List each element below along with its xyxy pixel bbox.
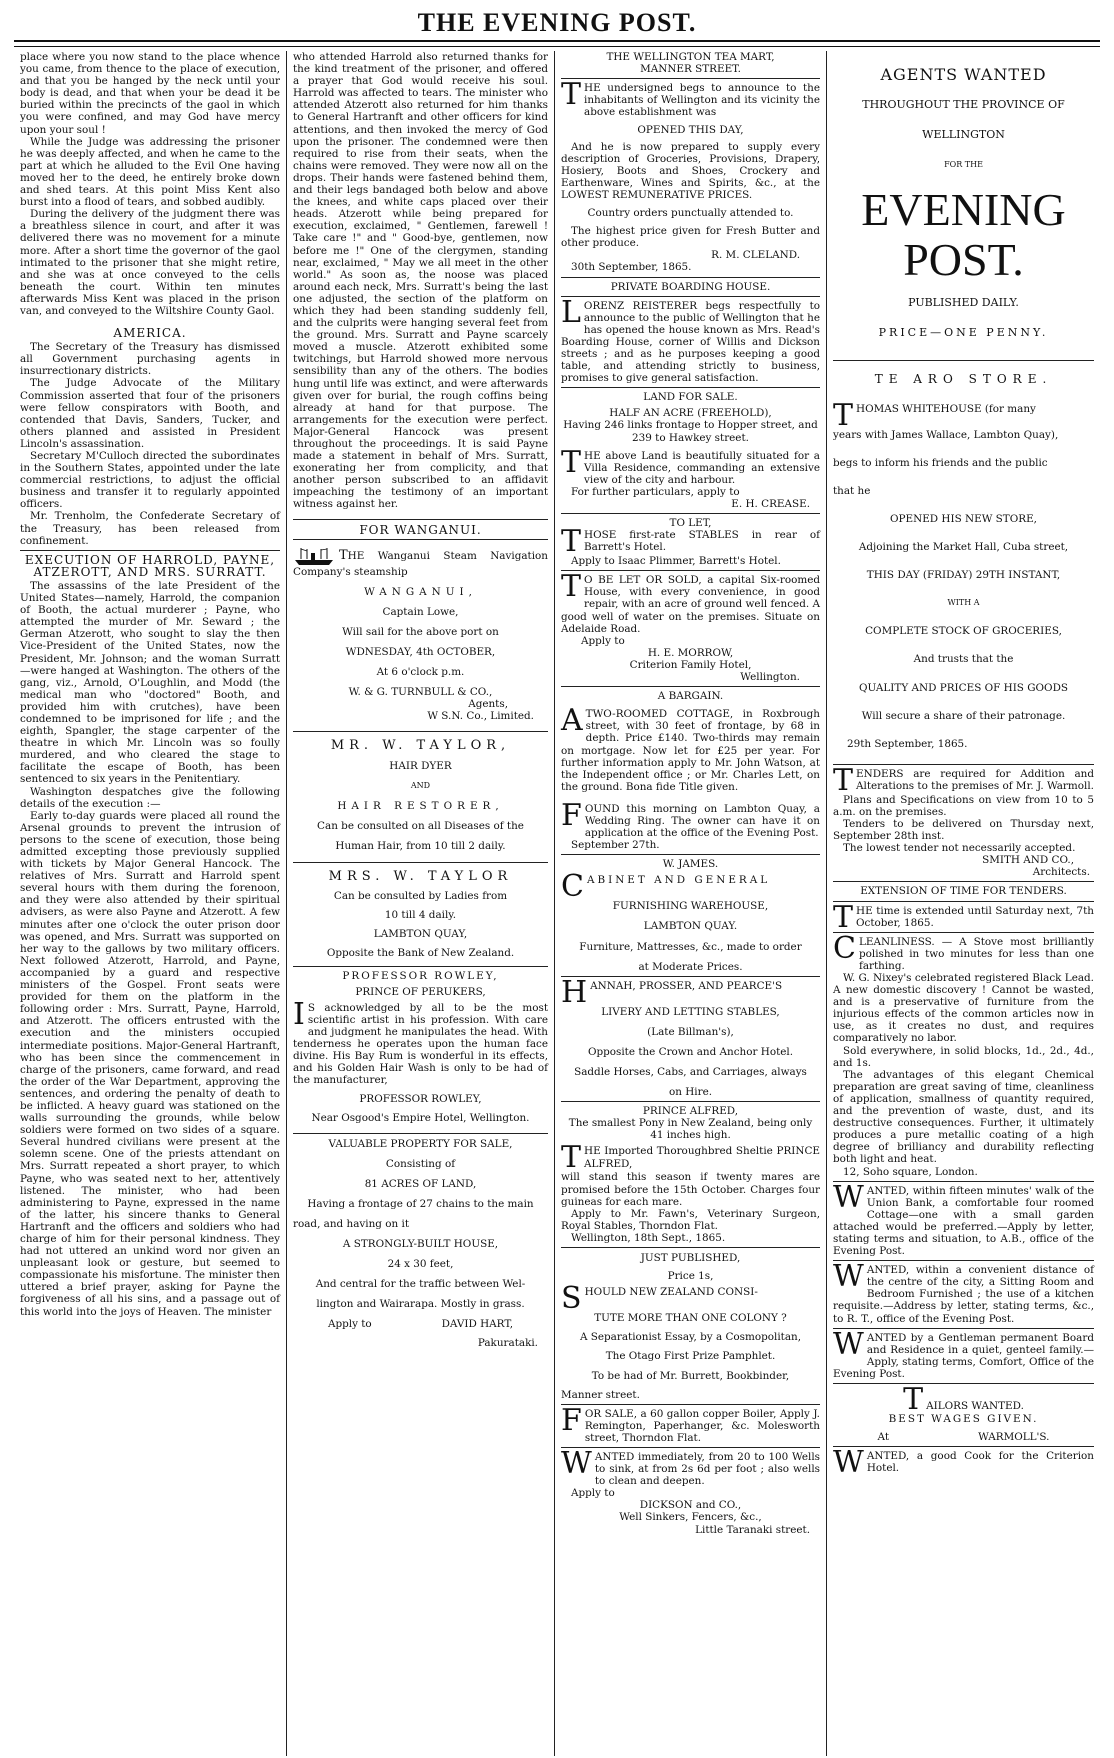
divider <box>833 764 1094 765</box>
article-text: Secretary M'Culloch directed the subordinates in the Southern States, appointed under the late commercial restrictions, to adjust the official business and transfer it to regularly appointed officers. <box>20 450 280 511</box>
land-sale-heading: LAND FOR SALE. <box>643 391 738 404</box>
divider <box>293 1133 548 1134</box>
divider <box>561 1247 820 1248</box>
column-3: THE WELLINGTON TEA MART, MANNER STREET. THE undersigned begs to announce to the inhabitants of Wellington and its vicinity the above establishment was OPENED THIS DAY, And he is now prepared to supply every description of Groceries, Provisions, Drapery, Hosiery, Boots and Shoes, Crockery and Earthenware, Wines and Spirits, &c., at the LOWEST REMUNERATIVE PRICES. Country orders punctually attended to. The highest price given for Fresh Butter and other produce. R. M. CLELAND. 30th September, 1865. PRIVATE BOARDING HOUSE. LORENZ REISTERER begs respectfully to announce to the public of Wellington that he has opened the house known as Mrs. Read's Boarding House, corner of Willis and Dickson streets ; and as he purposes keeping a good table, and attending strictly to business, promises to give general satisfaction. LAND FOR SALE. HALF AN ACRE (FREEHOLD), Having 246 links frontage to Hopper street, and 239 to Hawkey street. THE above Land is beautifully situated for a Villa Residence, commanding an extensive view of the city and harbour. For further particulars, apply to E. H. CREASE. TO LET, THOSE first-rate STABLES in rear of Barrett's Hotel. Apply to Isaac Plimmer, Barrett's Hotel. T O BE LET OR SOLD, a capital Six-roomed House, with every convenience, in good repair, with an acre of ground well fenced. A good well of water on the premises. Situate on Adelaide Road. Apply to H. E. MORROW, Criterion Family Hotel, Wellington. A BARGAIN. ATWO-ROOMED COTTAGE, in Roxbrough street, with 30 feet of frontage, by 68 in depth. Price £140. Two-thirds may remain on mortgage. Now let for £25 per year. For further information apply to Mr. John Watson, at the Independent office ; or Mr. Charles Lett, on the ground. Bona fide Title given. FOUND this morning on Lambton Quay, a Wedding Ring. The owner can have it on application at the office of the Evening Post. September 27th. W. JAMES. CABINET AND GENERAL FURNISHING WAREHOUSE, LAMBTON QUAY. Furniture, Mattresses, &c., made to order at Moderate Prices. HANNAH, PROSSER, AND PEARCE'S LIVERY AND LETTING STABLES, (Late Billman's), Opposite the Crown and Anchor Hotel. Saddle Horses, Cabs, and Carriages, always on Hire. PRINCE ALFRED, The smallest Pony in New Zealand, being only 41 inches high. THE Imported Thoroughbred Sheltie PRINCE ALFRED, will stand this season if twenty mares are promised before the 15th October. Charges four guineas for each mare. Apply to Mr. Fawn's, Veterinary Surgeon, Royal Stables, Thorndon Flat. Wellington, 18th Sept., 1865. JUST PUBLISHED, Price 1s, SHOULD NEW ZEALAND CONSI- TUTE MORE THAN ONE COLONY ? A Separationist Essay, by a Cosmopolitan, The Otago First Prize Pamphlet. To be had of Mr. Burrett, Bookbinder, Manner street. FOR SALE, a 60 gallon copper Boiler, Apply J. Remington, Paperhanger, &c. Molesworth street, Thorndon Flat. WANTED immediately, from 20 to 100 Wells to sink, at from 2s 6d per foot ; also wells to clean and deepen. Apply to DICKSON and CO., Well Sinkers, Fencers, &c., Little Taranaki street. <box>554 51 826 1756</box>
tea-mart-heading: THE WELLINGTON TEA MART, <box>606 51 775 63</box>
divider <box>561 570 820 571</box>
divider <box>561 296 820 297</box>
article-text: The Judge Advocate of the Military Commission asserted that four of the prisoners were fellow conspirators with Booth, and contended that Davis, Sanders, Tucker, and others planned and assisted in President Lincoln's assassination. <box>20 377 280 450</box>
divider <box>833 1383 1094 1384</box>
divider <box>833 1181 1094 1182</box>
article-text: During the delivery of the judgment there was a breathless silence in court, and after it was delivered there was no movement for a minute more. After a short time the governor of the gaol intimated to the prisoner that she might retire, and she was at once conveyed to the cells beneath the court. Within ten minutes afterwards Miss Kent was placed in the prison van, and conveyed to the Wiltshire County Gaol. <box>20 208 280 317</box>
divider <box>561 513 820 514</box>
masthead: THE EVENING POST. <box>417 8 697 37</box>
section-heading-america: AMERICA. <box>113 326 187 341</box>
divider <box>833 932 1094 933</box>
agents-wanted-heading: AGENTS WANTED <box>880 65 1047 84</box>
columns <box>14 51 1100 1756</box>
article-text: place where you now stand to the place whence you came, from thence to the place of execution, and that you be hanged by the neck until your body is dead, and that when your be dead it be buried within the precincts of the gaol in which you were confined, and may God have mercy upon your soul ! <box>20 51 280 136</box>
divider <box>833 881 1094 882</box>
te-aro-heading: TE ARO STORE. <box>874 371 1053 386</box>
divider <box>293 966 548 967</box>
execution-heading: ATZEROTT, AND MRS. SURRATT. <box>33 564 267 579</box>
evening-post-title: EVENING POST. <box>861 184 1066 286</box>
property-heading: VALUABLE PROPERTY FOR SALE, <box>328 1137 513 1150</box>
divider <box>561 1404 820 1405</box>
divider <box>293 539 548 540</box>
divider <box>293 519 548 520</box>
wanganui-heading: FOR WANGANUI. <box>359 522 482 537</box>
boarding-heading: PRIVATE BOARDING HOUSE. <box>610 280 771 293</box>
divider <box>561 277 820 278</box>
james-heading: W. JAMES. <box>662 858 719 871</box>
article-text: who attended Harrold also returned thanks for the kind treatment of the prisoner, and offered a prayer that God would receive his soul. Harrold was affected to tears. The minister who attended Atzerott also returned for him thanks to General Hartranft and other officers for kind attentions, and then invoked the mercy of God upon the prisoner. The condemned were then required to rise from their seats, when the chains were removed. They were now all on the drops. Their hands were fastened behind them, and their legs bandaged both below and above the knees, and white caps placed over their heads. Atzerott while being prepared for execution, exclaimed, " Gentlemen, farewell ! Take care !" and " Good-bye, gentlemen, now before me !" One of the clergymen, standing near, exclaimed, " May we all meet in the other world." As soon as, the noose was placed around each neck, Mrs. Surratt's being the last one adjusted, the section of the platform on which they had been standing suddenly fell, and the culprits were hanging several feet from the ground. Mrs. Surratt and Payne scarcely moved a muscle. Atzerott exhibited some twitchings, but Harrold showed more nervous sensibility than any of the others. The bodies hung until life was extinct, and were afterwards given over for burial, the rough coffins being already at hand for that purpose. The arrangements for the execution were perfect. Major-General Hancock was present throughout the proceedings. It is said Payne made a statement in behalf of Mrs. Surratt, exonerating her from complicity, and that another person subscribed to an affidavit impeaching the testimony of an important witness against her. <box>293 51 548 511</box>
divider <box>833 901 1094 902</box>
extension-heading: EXTENSION OF TIME FOR TENDERS. <box>860 885 1067 898</box>
taylor-heading: MR. W. TAYLOR, <box>330 737 511 753</box>
divider <box>833 1260 1094 1261</box>
steamship-icon <box>293 546 337 566</box>
column-4: AGENTS WANTED THROUGHOUT THE PROVINCE OF WELLINGTON FOR THE EVENING POST. PUBLISHED DAILY. PRICE—ONE PENNY. TE ARO STORE. THOMAS WHITEHOUSE (for many years with James Wallace, Lambton Quay), begs to inform his friends and the public that he OPENED HIS NEW STORE, Adjoining the Market Hall, Cuba street, THIS DAY (FRIDAY) 29TH INSTANT, WITH A COMPLETE STOCK OF GROCERIES, And trusts that the QUALITY AND PRICES OF HIS GOODS Will secure a share of their patronage. 29th September, 1865. TENDERS are required for Addition and Alterations to the premises of Mr. J. Warmoll. Plans and Specifications on view from 10 to 5 a.m. on the premises. Tenders to be delivered on Thursday next, September 28th inst. The lowest tender not necessarily accepted. SMITH AND CO., Architects. EXTENSION OF TIME FOR TENDERS. THE time is extended until Saturday next, 7th October, 1865. CLEANLINESS. — A Stove most brilliantly polished in two minutes for less than one farthing. W. G. Nixey's celebrated registered Black Lead. A new domestic discovery ! Cannot be wasted, and is a preservative of furniture from the injurious effects of the common articles now in use, as it creates no dust, and requires comparatively no labor. Sold everywhere, in solid blocks, 1d., 2d., 4d., and 1s. The advantages of this elegant Chemical preparation are great saving of time, cleanliness of application, smallness of quantity required, and the prevention of waste, dust, and its destructive consequences. Further, it ultimately produces a pure metallic coating of a high degree of brilliancy and durability reflecting both light and heat. 12, Soho square, London. WANTED, within fifteen minutes' walk of the Union Bank, a comfortable four roomed Cottage—one with a small garden attached would be preferred.—Apply by letter, stating terms and situation, to A.B., office of the Evening Post. WANTED, within a convenient distance of the centre of the city, a Sitting Room and Bedroom Furnished ; the use of a kitchen requisite.—Address by letter, stating terms, &c., to R. T., office of the Evening Post. WANTED by a Gentleman permanent Board and Residence in a quiet, genteel family.—Apply, stating terms, Comfort, Office of the Evening Post. TAILORS WANTED. BEST WAGES GIVEN. At WARMOLL'S. WANTED, a good Cook for the Criterion Hotel. <box>826 51 1100 1756</box>
divider <box>833 1446 1094 1447</box>
execution-heading: EXECUTION OF HARROLD, PAYNE, <box>24 552 276 567</box>
to-let-heading: TO LET, <box>669 517 712 530</box>
divider <box>833 1328 1094 1329</box>
divider <box>561 686 820 687</box>
divider <box>833 360 1094 361</box>
divider <box>561 1101 820 1102</box>
rowley-heading: PROFESSOR ROWLEY, <box>342 969 499 982</box>
divider <box>20 550 280 551</box>
prince-alfred-heading: PRINCE ALFRED, <box>642 1105 739 1118</box>
divider <box>561 1447 820 1448</box>
article-text: Early to-day guards were placed all round the Arsenal grounds to prevent the intrusion of persons to the scene of execution, those being admitted excepting those previously supplied with tickets by Major General Hancock. The relatives of Mrs. Surratt and Harrold spent several hours with them during the forenoon, and they were also attended by their spiritual advisers, as were also Payne and Atzerott. A few minutes after one o'clock the outer prison door was opened, and Mrs. Surratt was supported on her way to the gallows by two military officers. Next followed Atzerott, Harrold, and Payne, accompanied by a guard and respective ministers of the Gospel. Front seats were provided for them on the platform in the following order : Mrs. Surratt, Payne, Harrold, and Atzerott. The officers entrusted with the execution and the ministers occupied intermediate positions. Major-General Hartranft, who has been since the commencement in charge of the prisoners, came forward, and read the order of the War Department, approving the sentences, and ordering the penalty of death to be inflicted. A heavy guard was stationed on the walls surrounding the grounds, while below soldiers were formed on two sides of a square. Several hundred civilians were present at the solemn scene. One of the priests attendant on Mrs. Surratt repeated a short prayer, to which Payne, who was seated next to her, attentively listened. The minister, who had been administering to Payne, expressed in the name of the latter, his sincere thanks to General Hartranft and the officers and soldiers who had charge of him for their personal kindness. They had not uttered an unkind word nor given an unpleasant look or gesture, but seemed to compassionate his misfortune. The minister then uttered a brief prayer, asking for Payne the forgiveness of all his sins, and a passage out of this world into the joys of Heaven. The minister <box>20 809 280 1318</box>
bargain-heading: A BARGAIN. <box>657 690 724 703</box>
article-text: The Secretary of the Treasury has dismissed all Government purchasing agents in insurrectionary districts. <box>20 341 280 378</box>
article-text: Mr. Trenholm, the Confederate Secretary of the Treasury, has been released from confinement. <box>20 510 280 547</box>
divider <box>561 976 820 977</box>
masthead-rule <box>14 40 1100 47</box>
divider <box>561 387 820 388</box>
article-text: The assassins of the late President of the United States—namely, Harrold, the companion of Booth, the actual murderer ; Payne, who attempted the murder of Mr. Seward ; the German Atzerott, who sought to slay the then Vice-President of the United States, now the President, Mr. Johnson; and the woman Surratt—were hanged at Washington. The others of the gang, viz., Arnold, O'Loughlin, and Modd (the medical man who "doctored" Booth, and provided him with crutches), have been condemned to be imprisoned for life ; and the eighth, Spangler, the stage carpenter of the theatre in which Mr. Lincoln was so foully murdered, and who cleared the stage to facilitate the escape of Booth, has been sentenced to six years in the Penitentiary. <box>20 579 280 786</box>
divider <box>293 862 548 863</box>
divider <box>293 731 548 732</box>
mrs-taylor-heading: MRS. W. TAYLOR <box>328 869 513 885</box>
divider <box>561 78 820 79</box>
ship-name: WANGANUI, <box>364 585 477 598</box>
column-2: who attended Harrold also returned thanks for the kind treatment of the prisoner, and offered a prayer that God would receive his soul. Harrold was affected to tears. The minister who attended Atzerott also returned for him thanks to General Hartranft and other officers for kind attentions, and then invoked the mercy of God upon the prisoner. The condemned were then required to rise from their seats, when the chains were removed. They were now all on the drops. Their hands were fastened behind them, and their legs bandaged both below and above the knees, and white caps placed over their heads. Atzerott while being prepared for execution, exclaimed, " Gentlemen, farewell ! Take care !" and " Good-bye, gentlemen, now before me !" One of the clergymen, standing near, exclaimed, " May we all meet in the other world." As soon as, the noose was placed around each neck, Mrs. Surratt's being the last one adjusted, the section of the platform on which they had been standing suddenly fell, and the culprits were hanging several feet from the ground. Mrs. Surratt and Payne scarcely moved a muscle. Atzerott exhibited some twitchings, but Harrold showed more nervous sensibility than any of the others. The bodies hung until life was extinct, and were afterwards given over for burial, the rough coffins being already at hand for that purpose. The arrangements for the execution were perfect. Major-General Hancock was present throughout the proceedings. It is said Payne made a statement in behalf of Mrs. Surratt, exonerating her from complicity, and that another person subscribed to an affidavit impeaching the testimony of an important witness against her. FOR WANGANUI. THE Wanganui Steam Navigation Company's steamship WANGANUI, Captain Lowe, Will sail for the above port on WDNESDAY, 4th OCTOBER, At 6 o'clock p.m. W. & G. TURNBULL & CO., Agents, W S.N. Co., Limited. MR. W. TAYLOR, HAIR DYER AND HAIR RESTORER, Can be consulted on all Diseases of the Human Hair, from 10 till 2 daily. MRS. W. TAYLOR Can be consulted by Ladies from 10 till 4 daily. LAMBTON QUAY, Opposite the Bank of New Zealand. PROFESSOR ROWLEY, PRINCE OF PERUKERS, I S acknowledged by all to be the most scientific artist in his profession. With care and judgment he manipulates the head. With tenderness he operates upon the human face divine. His Bay Rum is wonderful in its effects, and his Golden Hair Wash is only to be had of the manufacturer, PROFESSOR ROWLEY, Near Osgood's Empire Hotel, Wellington. VALUABLE PROPERTY FOR SALE, Consisting of 81 ACRES OF LAND, Having a frontage of 27 chains to the main road, and having on it A STRONGLY-BUILT HOUSE, 24 x 30 feet, And central for the traffic between Wel- lington and Wairarapa. Mostly in grass. Apply to DAVID HART, Pakurataki. <box>286 51 554 1756</box>
article-text: Washington despatches give the following details of the execution :— <box>20 785 280 810</box>
column-1 <box>14 51 286 1756</box>
article-text: While the Judge was addressing the prisoner he was deeply affected, and when he came to the part at which he alluded to the Evil One having moved her to the deed, he entirely broke down and shed tears. At this point Miss Kent also burst into a flood of tears, and sobbed audibly. <box>20 135 280 209</box>
divider <box>561 854 820 855</box>
